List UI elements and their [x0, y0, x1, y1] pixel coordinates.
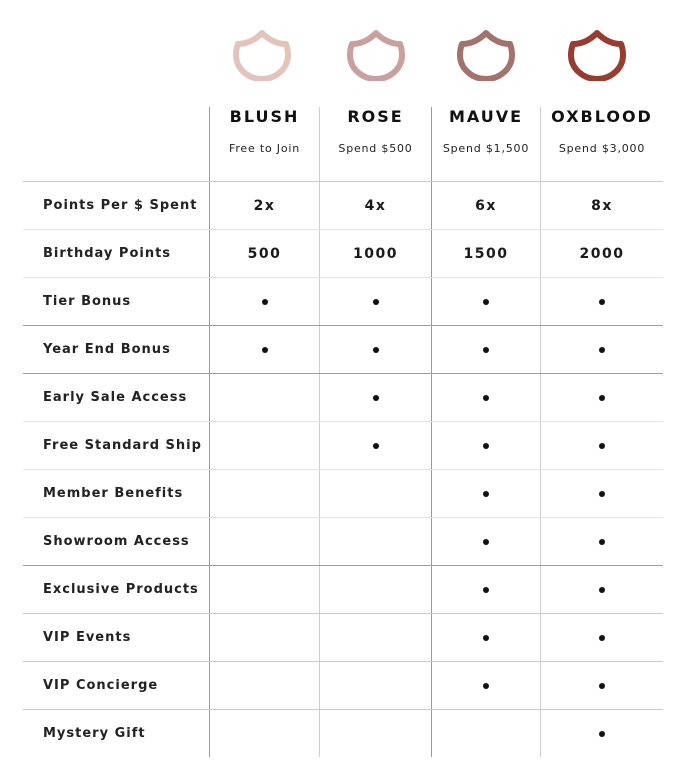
benefit-cell-oxblood	[541, 470, 663, 518]
table-row	[23, 613, 663, 661]
included-dot-icon	[483, 347, 489, 353]
benefit-cell-mauve	[432, 566, 540, 614]
table-row	[23, 709, 663, 757]
table-row	[23, 421, 663, 469]
benefit-cell-mauve	[432, 182, 540, 230]
benefit-label: Birthday Points	[43, 246, 172, 261]
benefit-cell-rose	[320, 422, 431, 470]
benefit-cell-oxblood	[541, 374, 663, 422]
tier-header-mauve	[432, 107, 540, 181]
benefit-label: Tier Bonus	[43, 294, 132, 309]
benefit-cell-blush	[210, 422, 319, 470]
benefit-label: Points Per $ Spent	[43, 198, 198, 213]
benefit-cell-mauve	[432, 614, 540, 662]
benefit-label: Early Sale Access	[43, 390, 188, 405]
benefit-label: VIP Events	[43, 630, 132, 645]
included-dot-icon	[483, 299, 489, 305]
mauve-shield-icon	[457, 29, 515, 81]
benefit-cell-mauve	[432, 278, 540, 326]
benefit-cell-blush	[210, 470, 319, 518]
benefit-cell-rose	[320, 326, 431, 374]
benefit-cell-blush	[210, 710, 319, 758]
benefit-value: 500	[247, 246, 282, 262]
oxblood-shield-icon	[568, 29, 626, 81]
table-row	[23, 661, 663, 709]
included-dot-icon	[373, 299, 379, 305]
benefit-cell-blush	[210, 518, 319, 566]
blush-shield-icon	[233, 29, 291, 81]
tier-icons	[0, 0, 680, 100]
benefit-cell-rose	[320, 566, 431, 614]
included-dot-icon	[262, 347, 268, 353]
tier-requirement: Spend $500	[338, 142, 413, 155]
rose-shield-icon	[347, 29, 405, 81]
benefit-value: 2x	[253, 198, 276, 214]
included-dot-icon	[599, 587, 605, 593]
included-dot-icon	[373, 443, 379, 449]
table-row	[23, 325, 663, 373]
benefit-cell-rose	[320, 230, 431, 278]
benefit-cell-rose	[320, 710, 431, 758]
benefit-cell-oxblood	[541, 614, 663, 662]
table-row	[23, 469, 663, 517]
benefit-label: Free Standard Ship	[43, 438, 202, 453]
tier-requirement: Spend $3,000	[558, 142, 646, 155]
included-dot-icon	[599, 395, 605, 401]
included-dot-icon	[599, 347, 605, 353]
benefit-cell-rose	[320, 278, 431, 326]
included-dot-icon	[599, 683, 605, 689]
benefit-cell-oxblood	[541, 422, 663, 470]
benefit-cell-mauve	[432, 230, 540, 278]
benefit-cell-blush	[210, 614, 319, 662]
included-dot-icon	[483, 635, 489, 641]
benefit-cell-oxblood	[541, 182, 663, 230]
benefit-cell-blush	[210, 230, 319, 278]
benefit-cell-blush	[210, 374, 319, 422]
benefit-label: Mystery Gift	[43, 726, 146, 741]
included-dot-icon	[483, 395, 489, 401]
tier-header-blush	[210, 107, 319, 181]
benefit-cell-mauve	[432, 422, 540, 470]
benefit-cell-mauve	[432, 326, 540, 374]
benefit-cell-oxblood	[541, 278, 663, 326]
tier-name: ROSE	[347, 107, 404, 126]
benefit-label: Exclusive Products	[43, 582, 199, 597]
table-row	[23, 373, 663, 421]
table-row	[23, 277, 663, 325]
included-dot-icon	[373, 395, 379, 401]
benefit-cell-blush	[210, 326, 319, 374]
included-dot-icon	[483, 587, 489, 593]
benefit-cell-rose	[320, 614, 431, 662]
tier-header-oxblood	[541, 107, 663, 181]
included-dot-icon	[599, 539, 605, 545]
benefit-cell-oxblood	[541, 518, 663, 566]
benefit-value: 2000	[579, 246, 625, 262]
benefit-cell-blush	[210, 278, 319, 326]
benefit-label: VIP Concierge	[43, 678, 159, 693]
benefit-cell-rose	[320, 374, 431, 422]
included-dot-icon	[599, 299, 605, 305]
included-dot-icon	[262, 299, 268, 305]
included-dot-icon	[483, 539, 489, 545]
included-dot-icon	[599, 443, 605, 449]
tier-name: OXBLOOD	[551, 107, 653, 126]
tier-header-rose	[320, 107, 431, 181]
benefit-value: 4x	[364, 198, 387, 214]
benefit-cell-blush	[210, 566, 319, 614]
benefit-cell-oxblood	[541, 662, 663, 710]
included-dot-icon	[483, 491, 489, 497]
table-row	[23, 229, 663, 277]
benefit-cell-oxblood	[541, 710, 663, 758]
benefit-cell-rose	[320, 182, 431, 230]
benefit-label: Year End Bonus	[43, 342, 171, 357]
benefit-value: 6x	[475, 198, 497, 214]
benefit-cell-blush	[210, 182, 319, 230]
benefit-value: 1000	[353, 246, 398, 262]
benefit-value: 1500	[463, 246, 509, 262]
included-dot-icon	[483, 443, 489, 449]
included-dot-icon	[483, 683, 489, 689]
tier-requirement: Free to Join	[229, 142, 300, 155]
benefit-cell-mauve	[432, 518, 540, 566]
benefit-cell-mauve	[432, 710, 540, 758]
table-row	[23, 565, 663, 613]
benefit-value: 8x	[591, 198, 613, 214]
tier-name: MAUVE	[448, 107, 524, 126]
benefit-cell-mauve	[432, 470, 540, 518]
benefit-cell-rose	[320, 518, 431, 566]
benefit-cell-blush	[210, 662, 319, 710]
benefit-cell-mauve	[432, 374, 540, 422]
benefit-cell-oxblood	[541, 566, 663, 614]
benefit-cell-oxblood	[541, 326, 663, 374]
benefit-cell-rose	[320, 470, 431, 518]
table-row	[23, 181, 663, 229]
benefit-cell-rose	[320, 662, 431, 710]
tier-name: BLUSH	[229, 107, 300, 126]
included-dot-icon	[599, 731, 605, 737]
benefit-label: Showroom Access	[43, 534, 190, 549]
included-dot-icon	[599, 635, 605, 641]
table-row	[23, 517, 663, 565]
benefit-label: Member Benefits	[43, 486, 184, 501]
benefit-cell-mauve	[432, 662, 540, 710]
included-dot-icon	[599, 491, 605, 497]
benefit-cell-oxblood	[541, 230, 663, 278]
tier-requirement: Spend $1,500	[442, 142, 530, 155]
included-dot-icon	[373, 347, 379, 353]
